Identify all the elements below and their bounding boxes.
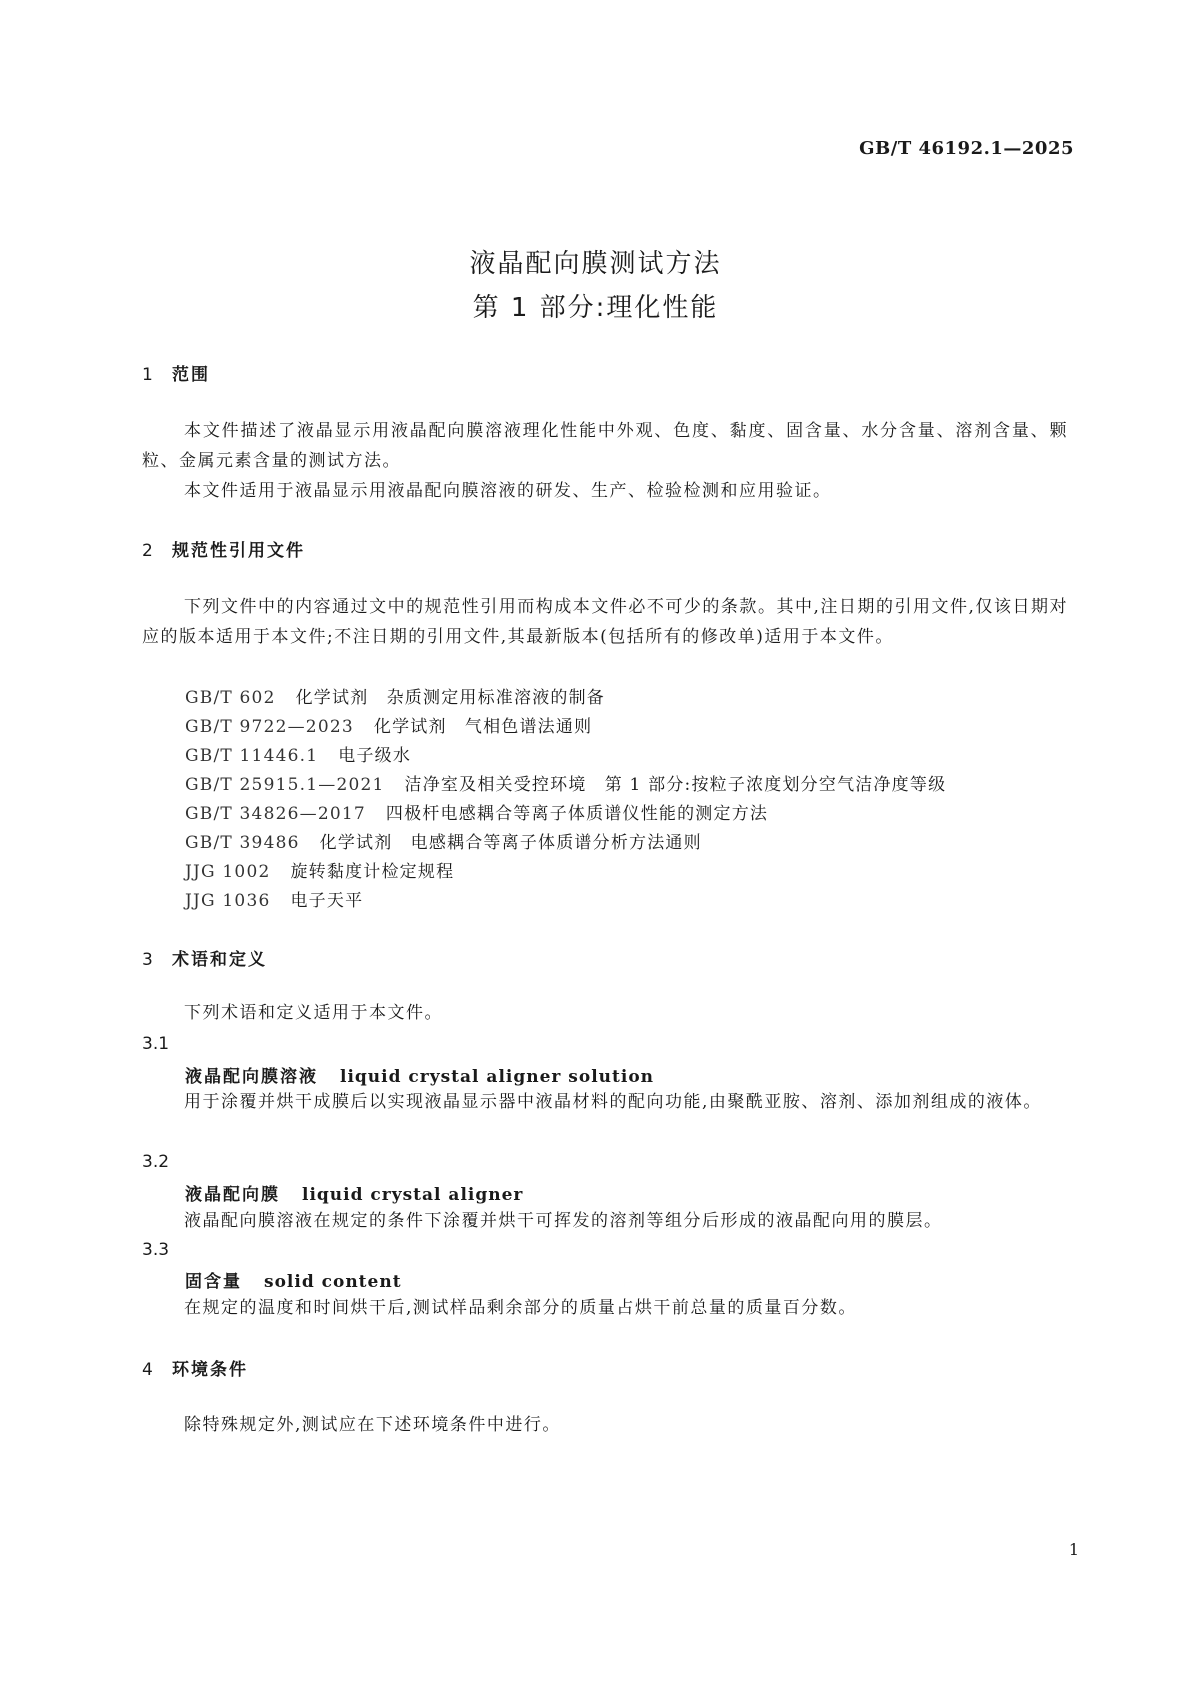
term-heading	[185, 1267, 402, 1292]
term-english: liquid crystal aligner	[302, 1185, 524, 1205]
section-2-heading	[142, 536, 305, 561]
section-3-heading	[142, 945, 267, 970]
reference-code: JJG 1036	[185, 891, 271, 911]
reference-item	[185, 857, 454, 882]
term-english: liquid crystal aligner solution	[340, 1067, 655, 1087]
reference-title: 电子级水	[338, 746, 412, 766]
reference-title: 旋转黏度计检定规程	[290, 862, 455, 882]
term-english: solid content	[264, 1272, 402, 1292]
reference-item	[185, 799, 768, 824]
reference-item	[185, 770, 946, 795]
reference-title: 四极杆电感耦合等离子体质谱仪性能的测定方法	[385, 804, 769, 824]
term-number: 3.3	[142, 1240, 170, 1260]
section-title: 范围	[172, 365, 210, 385]
section-1-paragraph-2: 本文件适用于液晶显示用液晶配向膜溶液的研发、生产、检验检测和应用验证。	[184, 481, 832, 501]
reference-code: GB/T 602	[185, 688, 276, 708]
reference-code: JJG 1002	[185, 862, 271, 882]
section-1-paragraph-1: 本文件描述了液晶显示用液晶配向膜溶液理化性能中外观、色度、黏度、固含量、水分含量、溶剂含量、颗粒、金属元素含量的测试方法。	[142, 421, 1068, 471]
section-3-paragraph-1: 下列术语和定义适用于本文件。	[184, 1003, 443, 1023]
section-number: 3	[142, 950, 155, 970]
section-title: 规范性引用文件	[172, 541, 305, 561]
reference-title: 化学试剂 电感耦合等离子体质谱分析方法通则	[319, 833, 702, 853]
reference-code: GB/T 39486	[185, 833, 300, 853]
reference-code: GB/T 9722—2023	[185, 717, 354, 737]
reference-item	[185, 741, 411, 766]
reference-title: 电子天平	[290, 891, 364, 911]
document-title-line2: 第 1 部分:理化性能	[472, 293, 719, 323]
term-number: 3.1	[142, 1034, 170, 1054]
term-definition: 液晶配向膜溶液在规定的条件下涂覆并烘干可挥发的溶剂等组分后形成的液晶配向用的膜层。	[184, 1211, 943, 1231]
term-heading	[185, 1062, 654, 1087]
term-number: 3.2	[142, 1152, 170, 1172]
term-heading	[185, 1180, 523, 1205]
section-title: 环境条件	[172, 1360, 248, 1380]
document-title-line1: 液晶配向膜测试方法	[469, 249, 722, 279]
section-4-paragraph-1: 除特殊规定外,测试应在下述环境条件中进行。	[184, 1415, 561, 1435]
page-number: 1	[1068, 1540, 1079, 1559]
section-2-paragraph-1: 下列文件中的内容通过文中的规范性引用而构成本文件必不可少的条款。其中,注日期的引用文件,仅该日期对应的版本适用于本文件;不注日期的引用文件,其最新版本(包括所有的修改单)适用于本文件。	[142, 597, 1068, 647]
reference-title: 化学试剂 气相色谱法通则	[373, 717, 593, 737]
section-title: 术语和定义	[172, 950, 267, 970]
term-chinese: 液晶配向膜	[185, 1185, 280, 1205]
term-chinese: 液晶配向膜溶液	[185, 1067, 318, 1087]
reference-item	[185, 828, 702, 853]
reference-code: GB/T 11446.1	[185, 746, 319, 766]
term-chinese: 固含量	[185, 1272, 242, 1292]
reference-item	[185, 712, 592, 737]
reference-title: 化学试剂 杂质测定用标准溶液的制备	[295, 688, 605, 708]
term-definition: 用于涂覆并烘干成膜后以实现液晶显示器中液晶材料的配向功能,由聚酰亚胺、溶剂、添加剂组成的液体。	[184, 1092, 1042, 1112]
reference-item	[185, 886, 363, 911]
section-number: 1	[142, 365, 155, 385]
term-definition: 在规定的温度和时间烘干后,测试样品剩余部分的质量占烘干前总量的质量百分数。	[184, 1298, 857, 1318]
reference-code: GB/T 25915.1—2021	[185, 775, 385, 795]
section-1-heading	[142, 360, 210, 385]
section-number: 2	[142, 541, 155, 561]
reference-item	[185, 683, 605, 708]
section-4-heading	[142, 1355, 248, 1380]
standard-code: GB/T 46192.1—2025	[859, 138, 1074, 159]
reference-title: 洁净室及相关受控环境 第 1 部分:按粒子浓度划分空气洁净度等级	[404, 775, 947, 795]
section-number: 4	[142, 1360, 155, 1380]
reference-code: GB/T 34826—2017	[185, 804, 366, 824]
